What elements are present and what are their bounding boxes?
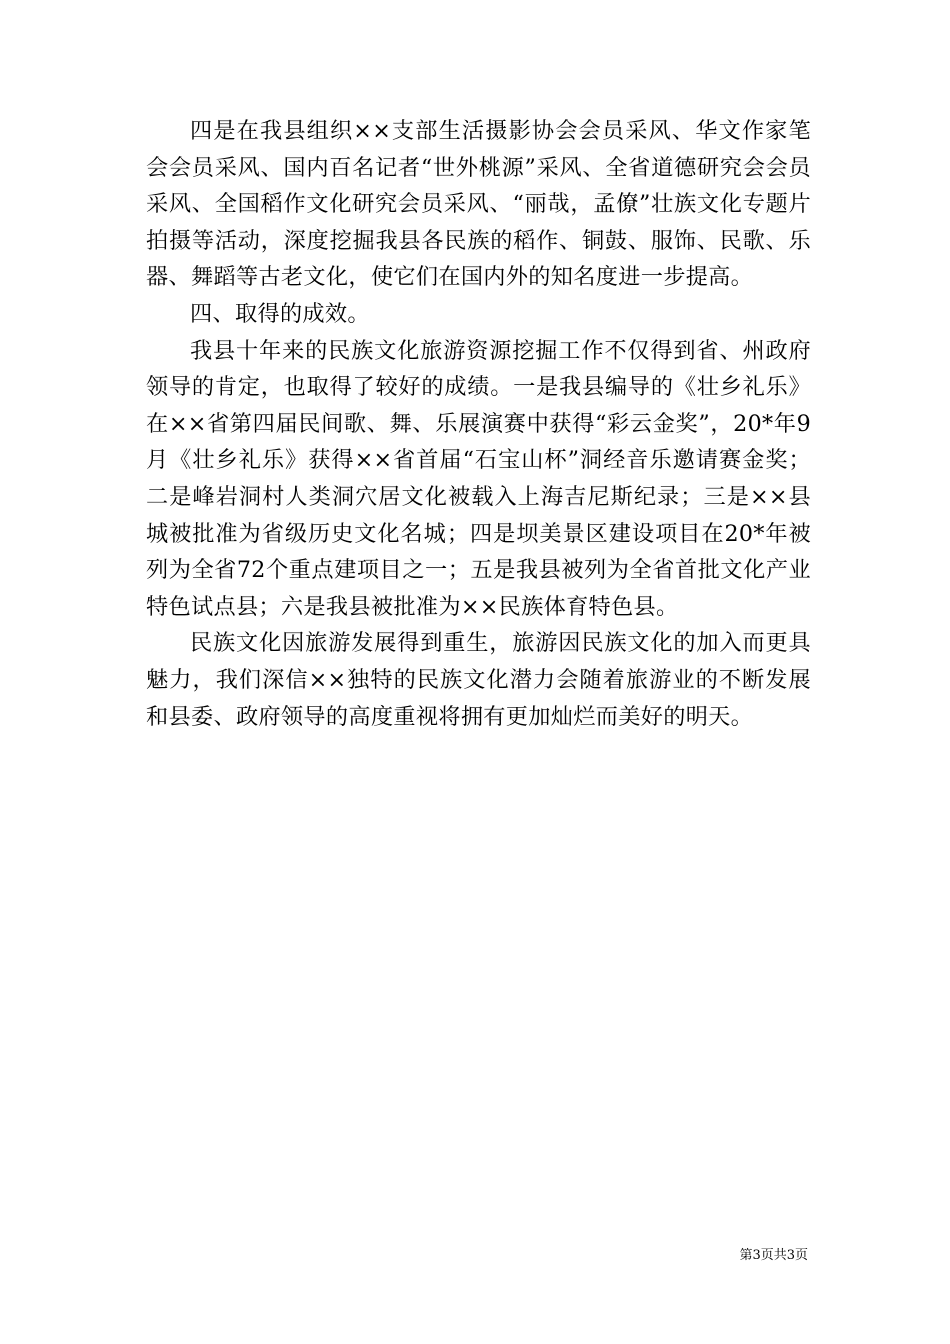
page-number-footer: 第3页共3页 — [739, 1248, 808, 1263]
paragraph-activities: 四是在我县组织××支部生活摄影协会会员采风、华文作家笔会会员采风、国内百名记者“世外桃源”采风、全省道德研究会会员采风、全国稻作文化研究会员采风、“丽哉，孟僚”壮族文化专题片拍摄等活动，深度挖掘我县各民族的稻作、铜鼓、服饰、民歌、乐器、舞蹈等古老文化，使它们在国内外的知名度进一步提高。 — [146, 118, 811, 291]
paragraph-conclusion: 民族文化因旅游发展得到重生，旅游因民族文化的加入而更具魅力，我们深信××独特的民族文化潜力会随着旅游业的不断发展和县委、政府领导的高度重视将拥有更加灿烂而美好的明天。 — [146, 630, 811, 730]
section-heading-achievements: 四、取得的成效。 — [190, 300, 370, 327]
document-body — [146, 113, 811, 735]
paragraph-achievements: 我县十年来的民族文化旅游资源挖掘工作不仅得到省、州政府领导的肯定，也取得了较好的成绩。一是我县编导的《壮乡礼乐》在××省第四届民间歌、舞、乐展演赛中获得“彩云金奖”，20*年9月《壮乡礼乐》获得××省首届“石宝山杯”洞经音乐邀请赛金奖；二是峰岩洞村人类洞穴居文化被载入上海吉尼斯纪录；三是××县城被批准为省级历史文化名城；四是坝美景区建设项目在20*年被列为全省72个重点建项目之一；五是我县被列为全省首批文化产业特色试点县；六是我县被批准为××民族体育特色县。 — [146, 337, 811, 620]
